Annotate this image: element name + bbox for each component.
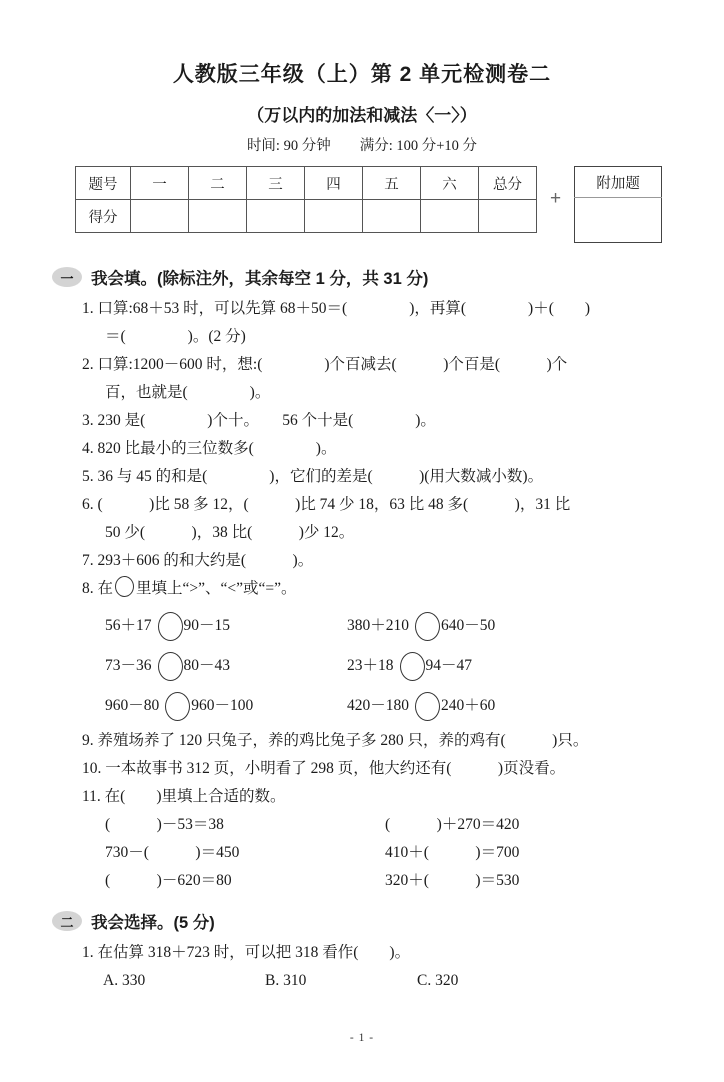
score-area — [75, 166, 724, 243]
comparison-circle-icon — [158, 652, 183, 681]
question-3: 3. 230 是( )个十。 56 个十是( )。 — [82, 412, 436, 429]
score-value-cell — [479, 200, 537, 233]
page-title: 人教版三年级（上）第 2 单元检测卷二 — [172, 63, 552, 86]
comparison-right: 94－47 — [425, 657, 473, 674]
comparison-circle-icon — [400, 652, 425, 681]
page-number: - 1 - — [349, 1032, 375, 1044]
score-header-cell: 四 — [305, 167, 363, 200]
comparison-item — [347, 606, 694, 646]
equation-item: 730－( )＝450 — [105, 844, 240, 861]
question-8-comparison-grid — [82, 606, 694, 726]
question-4: 4. 820 比最小的三位数多( )。 — [82, 440, 337, 457]
question-1-line-2: ＝( )。(2 分) — [105, 328, 246, 345]
section-two-title: 我会选择。(5 分) — [91, 914, 215, 932]
score-table-value-row — [76, 200, 537, 233]
choice-question-1: 1. 在估算 318＋723 时，可以把 318 看作( )。 — [82, 944, 411, 961]
question-8-intro — [82, 575, 694, 603]
score-header-cell: 六 — [421, 167, 479, 200]
equation-item: ( )－620＝80 — [105, 872, 232, 889]
comparison-right: 240＋60 — [441, 697, 496, 714]
comparison-right: 960－100 — [191, 697, 254, 714]
equation-item: 410＋( )＝700 — [385, 844, 520, 861]
question-6-line-1: 6. ( )比 58 多 12，( )比 74 少 18，63 比 48 多( )，31 比 — [82, 496, 571, 513]
equation-item: ( )＋270＝420 — [385, 816, 520, 833]
score-table — [75, 166, 537, 233]
bonus-table-header: 附加题 — [575, 167, 662, 198]
section-one-badge-icon: 一 — [52, 267, 82, 287]
section-two-badge-icon: 二 — [52, 911, 82, 931]
question-2-line-1: 2. 口算:1200－600 时，想:( )个百减去( )个百是( )个 — [82, 356, 568, 373]
comparison-item — [105, 646, 347, 686]
question-1-line-1: 1. 口算:68＋53 时，可以先算 68＋50＝( )，再算( )＋( ) — [82, 300, 591, 317]
comparison-item — [105, 606, 347, 646]
comparison-circle-icon — [165, 692, 190, 721]
blank-circle-icon — [115, 576, 134, 597]
bonus-score-table — [574, 166, 662, 243]
score-header-cell: 三 — [247, 167, 305, 200]
question-6-line-2: 50 少( )，38 比( )少 12。 — [105, 524, 355, 541]
choice-options-row — [82, 967, 694, 995]
score-value-cell — [189, 200, 247, 233]
section-two-questions — [82, 939, 694, 995]
comparison-left: 73－36 — [105, 657, 152, 674]
section-one-heading — [52, 265, 724, 289]
comparison-right: 640－50 — [441, 617, 496, 634]
page-subtitle: （万以内的加法和减法〈一〉） — [247, 106, 477, 125]
score-value-cell — [131, 200, 189, 233]
comparison-right: 90－15 — [183, 617, 231, 634]
equation-item: 320＋( )＝530 — [385, 872, 520, 889]
section-one-questions — [82, 295, 694, 895]
comparison-left: 420－180 — [347, 697, 410, 714]
comparison-item — [347, 686, 694, 726]
question-9: 9. 养殖场养了 120 只兔子，养的鸡比兔子多 280 只，养的鸡有( )只。 — [82, 732, 589, 749]
option-c: C. 320 — [417, 972, 459, 989]
question-2-line-2: 百，也就是( )。 — [105, 384, 271, 401]
score-value-cell — [421, 200, 479, 233]
option-a: A. 330 — [103, 972, 146, 989]
bonus-score-cell — [575, 198, 662, 243]
score-header-cell: 二 — [189, 167, 247, 200]
question-11-equation-grid — [82, 811, 694, 895]
comparison-item — [105, 686, 347, 726]
comparison-circle-icon — [415, 612, 440, 641]
comparison-left: 960－80 — [105, 697, 160, 714]
score-table-header-row — [76, 167, 537, 200]
question-7: 7. 293＋606 的和大约是( )。 — [82, 552, 314, 569]
comparison-left: 23＋18 — [347, 657, 394, 674]
score-value-cell — [305, 200, 363, 233]
section-two-heading — [52, 909, 724, 933]
question-5: 5. 36 与 45 的和是( )，它们的差是( )(用大数减小数)。 — [82, 468, 544, 485]
question-10: 10. 一本故事书 312 页，小明看了 298 页，他大约还有( )页没看。 — [82, 760, 566, 777]
question-8-intro-post: 里填上“>”、“<”或“=”。 — [136, 580, 297, 597]
comparison-item — [347, 646, 694, 686]
question-8-intro-pre: 8. 在 — [82, 580, 114, 597]
comparison-left: 380＋210 — [347, 617, 410, 634]
score-value-cell — [247, 200, 305, 233]
score-header-cell: 一 — [131, 167, 189, 200]
comparison-circle-icon — [158, 612, 183, 641]
score-header-cell: 五 — [363, 167, 421, 200]
score-row-label: 得分 — [76, 200, 131, 233]
exam-paper — [0, 58, 724, 1044]
equation-item: ( )－53＝38 — [105, 816, 224, 833]
exam-meta: 时间: 90 分钟 满分: 100 分+10 分 — [246, 138, 478, 154]
comparison-left: 56＋17 — [105, 617, 152, 634]
score-header-cell: 总分 — [479, 167, 537, 200]
plus-icon: + — [550, 188, 562, 209]
comparison-circle-icon — [415, 692, 440, 721]
option-b: B. 310 — [265, 972, 307, 989]
section-one-title: 我会填。(除标注外，其余每空 1 分，共 31 分) — [91, 270, 429, 288]
comparison-right: 80－43 — [183, 657, 231, 674]
question-11-intro: 11. 在( )里填上合适的数。 — [82, 788, 286, 805]
score-header-cell: 题号 — [76, 167, 131, 200]
score-value-cell — [363, 200, 421, 233]
